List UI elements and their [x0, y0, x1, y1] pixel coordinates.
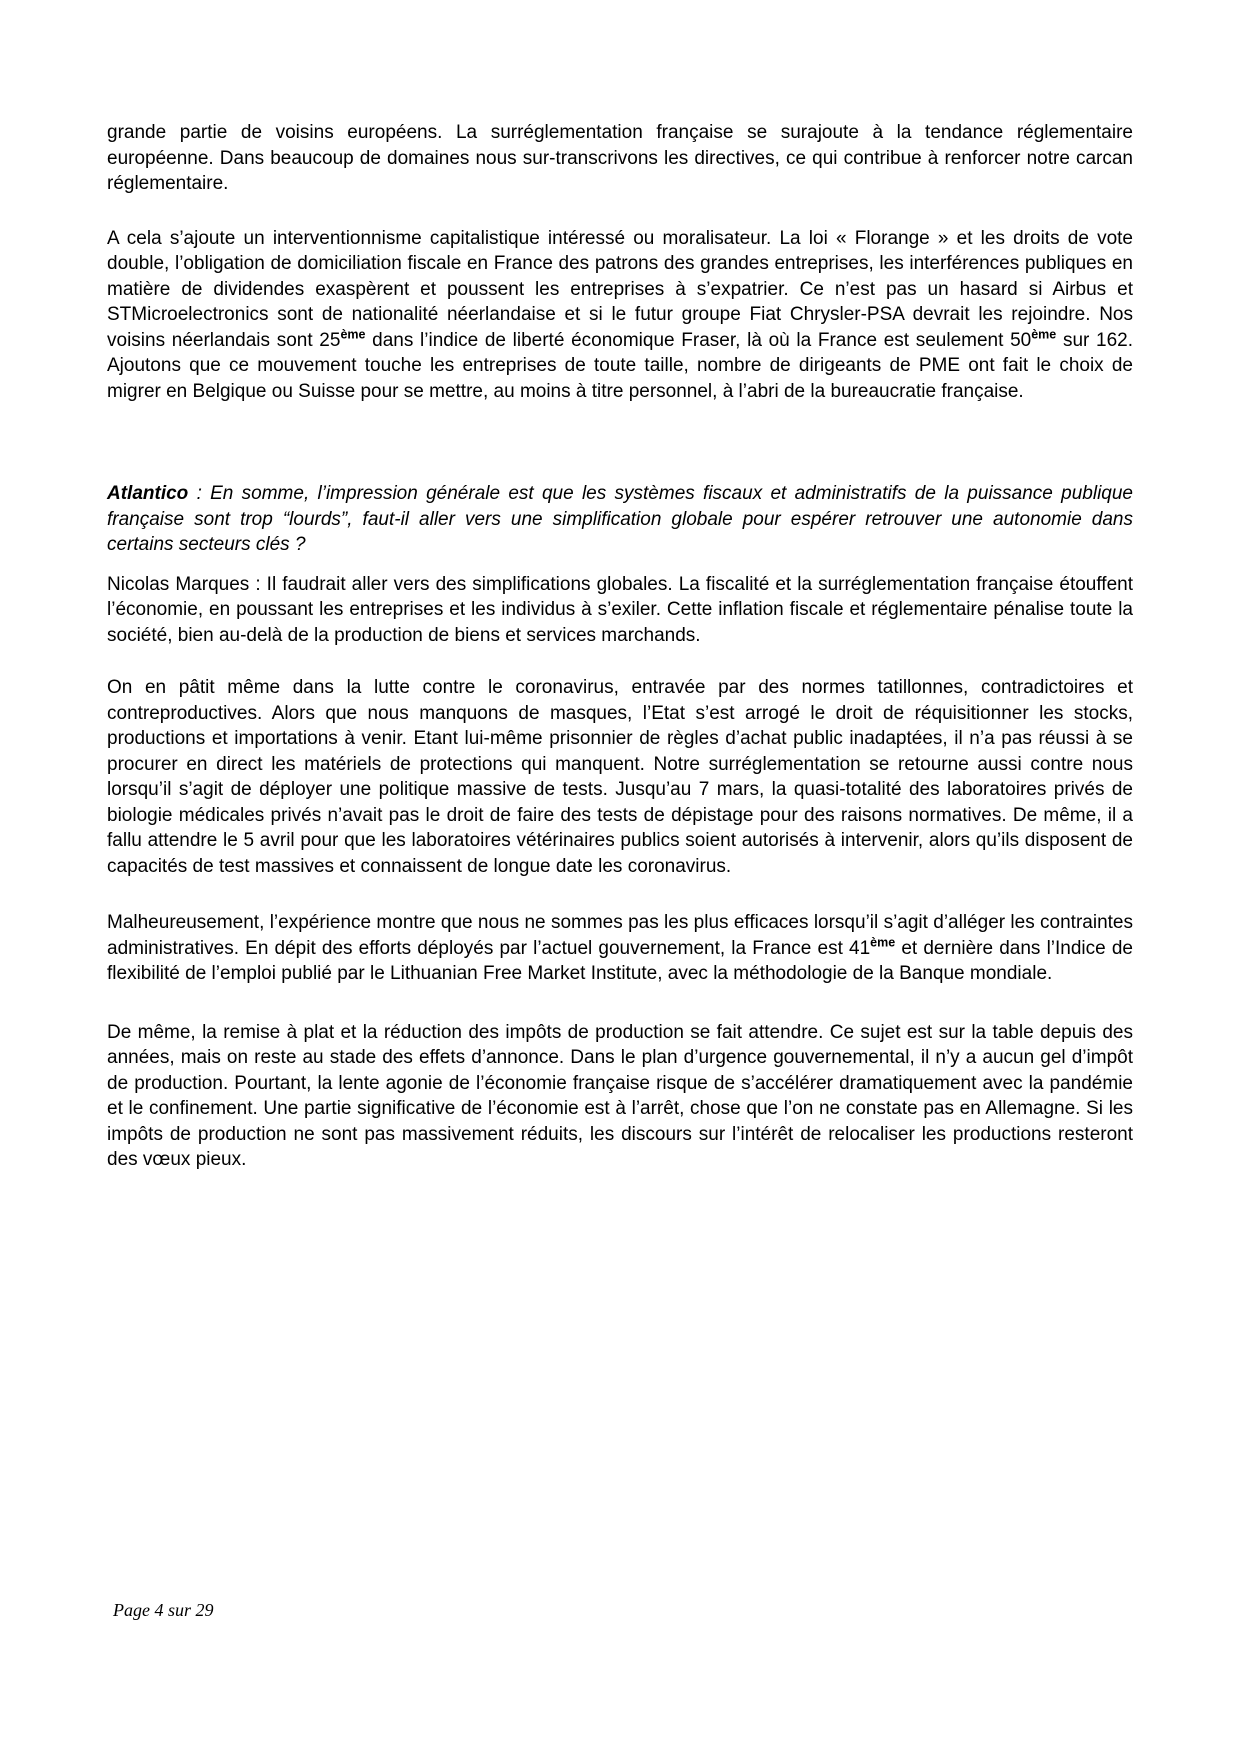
paragraph-text: et dernière dans l’Indice de flexibilité de l’emploi publié par le Lithuanian Free Market Institute, avec la méthodologie de la Banque mondiale.	[107, 937, 1134, 984]
paragraph-production-taxes: De même, la remise à plat et la réduction des impôts de production se fait attendre. Ce sujet est sur la table depuis des années, mais on reste au stade des effets d’annonce. Dans le plan d’urgence gouvernemental, il n’y a aucun gel d’impôt de production. Pourtant, la lente agonie de l’économie française risque de s’accélérer dramatiquement avec la pandémie et le confinement. Une partie significative de l’économie est à l’arrêt, chose que l’on ne constate pas en Allemagne. Si les impôts de production ne sont pas massivement réduits, les discours sur l’intérêt de relocaliser les productions resteront des vœux pieux.	[107, 1021, 1133, 1170]
paragraph-overregulation: grande partie de voisins européens. La surréglementation française se surajoute à la tendance réglementaire européenne. Dans beaucoup de domaines nous sur-transcrivons les directives, ce qui contribue à renforcer notre carcan réglementaire.	[107, 122, 1133, 194]
paragraph-answer-simplification: Nicolas Marques : Il faudrait aller vers des simplifications globales. La fiscalité et la surréglementation française étouffent l’économie, en poussant les entreprises et les individus à s’exiler. Cette inflation fiscale et réglementaire pénalise toute la société, bien au-delà de la production de biens et services marchands.	[107, 573, 1133, 646]
paragraph-labor-flexibility	[107, 910, 1133, 987]
ordinal-superscript: ème	[1031, 327, 1057, 342]
paragraph-coronavirus: On en pâtit même dans la lutte contre le coronavirus, entravée par des normes tatillonnes, contradictoires et contreproductives. Alors que nous manquons de masques, l’Etat s’est arrogé le droit de réquisitionner les stocks, productions et importations à venir. Etant lui-même prisonnier de règles d’achat public inadaptées, il n’a pas réussi à se procurer en direct les matériels de protections qui manquent. Notre surréglementation se retourne aussi contre nous lorsqu’il s’agit de déployer une politique massive de tests. Jusqu’au 7 mars, la quasi-totalité des laboratoires privés de biologie médicales privés n’avait pas le droit de faire des tests de dépistage pour des raisons normatives. De même, il a fallu attendre le 5 avril pour que les laboratoires vétérinaires publics soient autorisés à intervenir, alors qu’ils disposent de capacités de test massives et connaissent de longue date les coronavirus.	[107, 677, 1133, 877]
paragraph-text: sur 162. Ajoutons que ce mouvement touche les entreprises de toute taille, nombre de dirigeants de PME ont fait le choix de migrer en Belgique ou Suisse pour se mettre, au moins à titre personnel, à l’abri de la bureaucratie française.	[107, 329, 1134, 402]
ordinal-superscript: ème	[340, 327, 366, 342]
interviewer-name: Atlantico	[107, 483, 189, 504]
page-number: Page 4 sur 29	[113, 1600, 214, 1620]
ordinal-superscript: ème	[870, 935, 896, 950]
paragraph-interventionism	[107, 226, 1133, 405]
paragraph-text: Malheureusement, l’expérience montre que nous ne sommes pas les plus efficaces lorsqu’il s’agit d’alléger les contraintes administratives. En dépit des efforts déployés par l’actuel gouvernement, la France est 41	[107, 912, 1133, 959]
question-text: : En somme, l’impression générale est que les systèmes fiscaux et administratifs de la puissance publique française sont trop “lourds”, faut-il aller vers une simplification globale pour espérer retrouver une autonomie dans certains secteurs clés ?	[107, 483, 1133, 555]
paragraph-text: A cela s’ajoute un interventionnisme capitalistique intéressé ou moralisateur. La loi « Florange » et les droits de vote double, l’obligation de domiciliation fiscale en France des patrons des grandes entreprises, les interférences publiques en matière de dividendes exaspèrent et poussent les entreprises à s’expatrier. Ce n’est pas un hasard si Airbus et STMicroelectronics sont de nationalité néerlandaise et si le futur groupe Fiat Chrysler-PSA devrait les rejoindre. Nos voisins néerlandais sont 25	[107, 227, 1133, 351]
paragraph-text: dans l’indice de liberté économique Fraser, là où la France est seulement 50	[365, 329, 1032, 351]
interview-question	[107, 481, 1133, 558]
